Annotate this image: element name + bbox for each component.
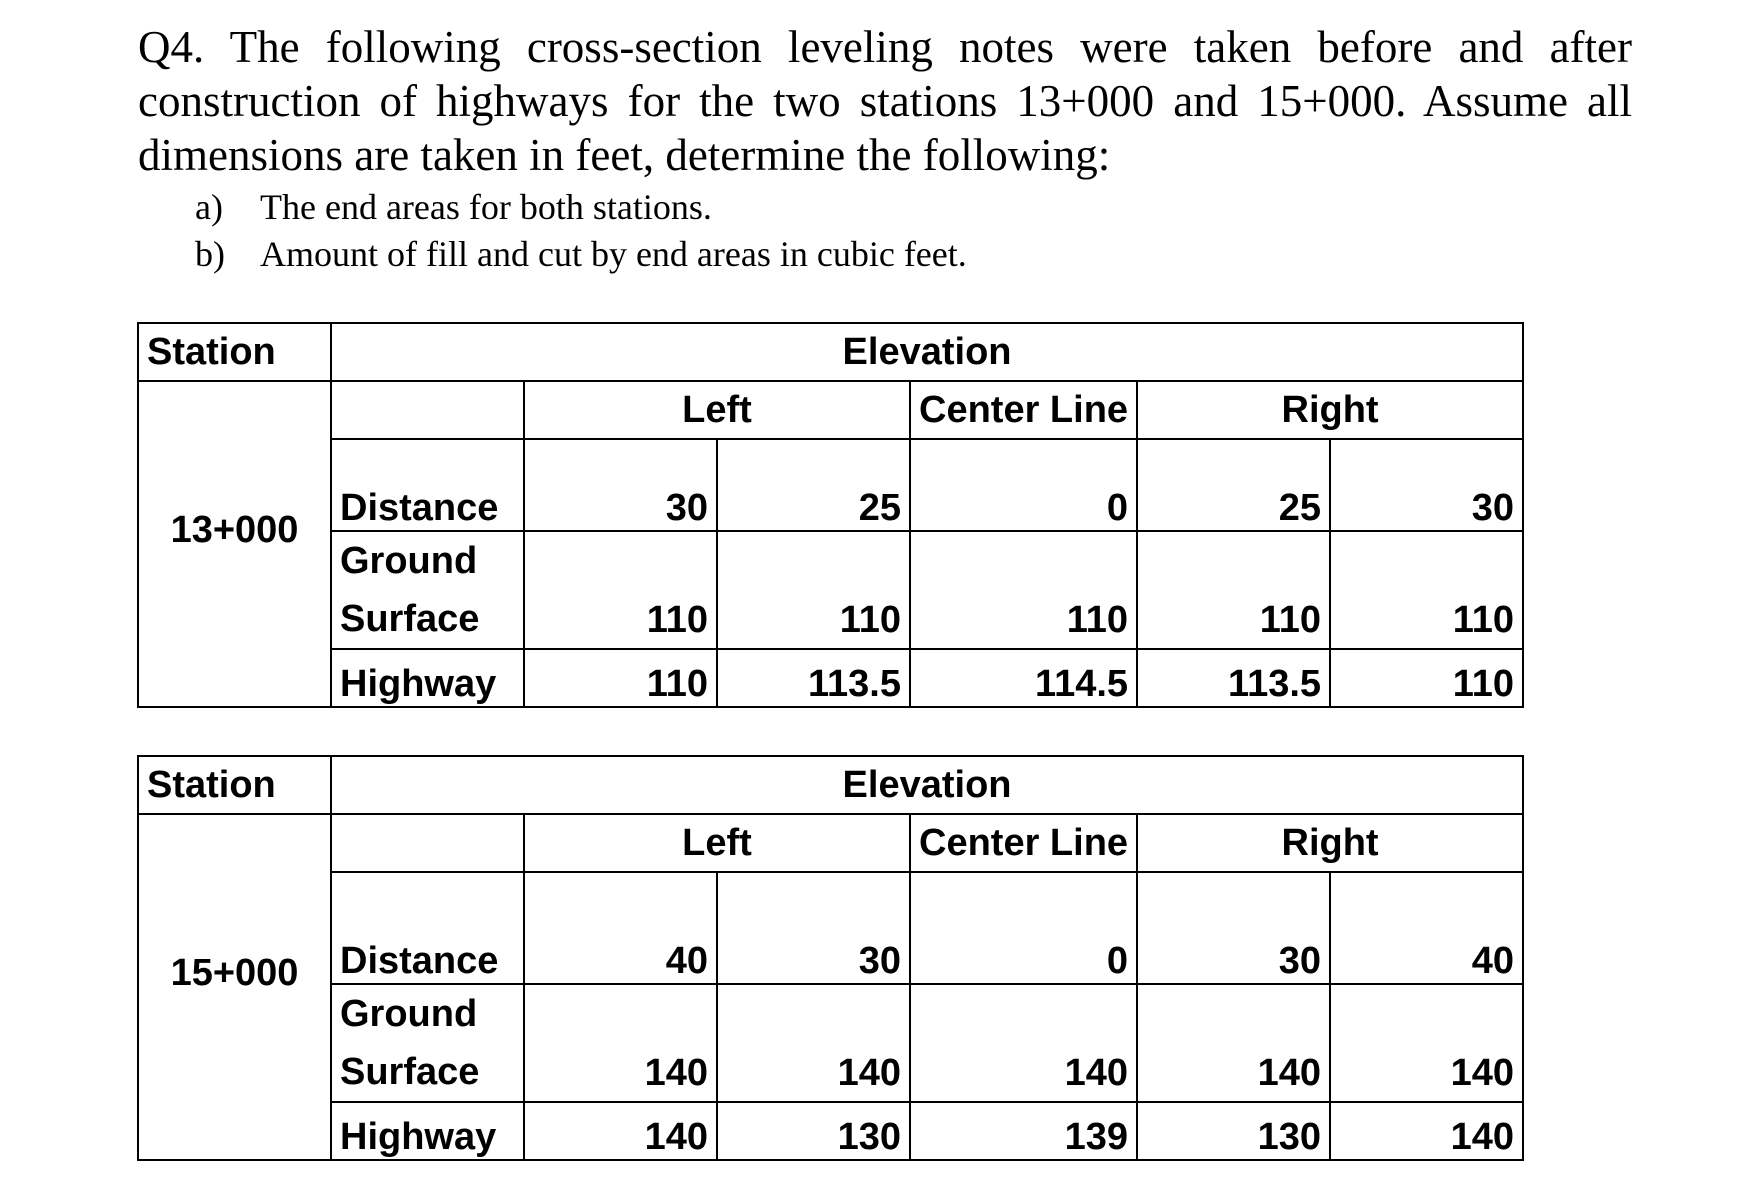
elevation-header: Elevation xyxy=(331,323,1523,381)
distance-center: 0 xyxy=(910,872,1137,984)
highway-left-far: 140 xyxy=(524,1102,717,1160)
distance-left-near: 25 xyxy=(717,439,910,531)
blank-cell xyxy=(331,381,524,439)
ground-surface-label xyxy=(331,984,524,1102)
highway-center: 139 xyxy=(910,1102,1137,1160)
distance-right-near: 30 xyxy=(1137,872,1330,984)
left-header: Left xyxy=(524,814,910,872)
ground-right-near: 110 xyxy=(1137,531,1330,649)
highway-right-far: 140 xyxy=(1330,1102,1523,1160)
distance-right-far: 30 xyxy=(1330,439,1523,531)
left-header: Left xyxy=(524,381,910,439)
right-header: Right xyxy=(1137,381,1523,439)
leveling-table-station-2 xyxy=(137,755,1524,1161)
distance-right-near: 25 xyxy=(1137,439,1330,531)
question-parts xyxy=(195,184,967,278)
part-a-marker: a) xyxy=(195,187,223,227)
highway-left-near: 113.5 xyxy=(717,649,910,707)
part-a xyxy=(195,184,967,231)
distance-label: Distance xyxy=(331,872,524,984)
elevation-header: Elevation xyxy=(331,756,1523,814)
highway-label: Highway xyxy=(331,649,524,707)
ground-right-near: 140 xyxy=(1137,984,1330,1102)
surface-label: Surface xyxy=(340,1051,480,1093)
leveling-table-station-1 xyxy=(137,322,1524,708)
ground-right-far: 140 xyxy=(1330,984,1523,1102)
part-b-text: Amount of fill and cut by end areas in cubic feet. xyxy=(260,234,967,274)
part-a-text: The end areas for both stations. xyxy=(260,187,712,227)
distance-left-far: 40 xyxy=(524,872,717,984)
station-value: 13+000 xyxy=(138,381,331,707)
part-b xyxy=(195,231,967,278)
highway-right-near: 130 xyxy=(1137,1102,1330,1160)
ground-label: Ground xyxy=(340,540,478,582)
ground-center: 110 xyxy=(910,531,1137,649)
highway-center: 114.5 xyxy=(910,649,1137,707)
center-line-header: Center Line xyxy=(910,814,1137,872)
surface-label: Surface xyxy=(340,598,480,640)
distance-left-far: 30 xyxy=(524,439,717,531)
station-value: 15+000 xyxy=(138,814,331,1160)
station-header: Station xyxy=(138,756,331,814)
distance-center: 0 xyxy=(910,439,1137,531)
ground-label: Ground xyxy=(340,993,478,1035)
distance-right-far: 40 xyxy=(1330,872,1523,984)
question-text: Q4. The following cross-section leveling notes were taken before and after construction of highways for the two stations 13+000 and 15+000. Assume all dimensions are taken in feet, determine the following: xyxy=(138,22,1632,180)
distance-left-near: 30 xyxy=(717,872,910,984)
highway-right-near: 113.5 xyxy=(1137,649,1330,707)
center-line-header: Center Line xyxy=(910,381,1137,439)
ground-left-near: 140 xyxy=(717,984,910,1102)
ground-center: 140 xyxy=(910,984,1137,1102)
ground-left-far: 140 xyxy=(524,984,717,1102)
blank-cell xyxy=(331,814,524,872)
highway-left-far: 110 xyxy=(524,649,717,707)
highway-label: Highway xyxy=(331,1102,524,1160)
right-header: Right xyxy=(1137,814,1523,872)
highway-left-near: 130 xyxy=(717,1102,910,1160)
ground-left-far: 110 xyxy=(524,531,717,649)
highway-right-far: 110 xyxy=(1330,649,1523,707)
ground-right-far: 110 xyxy=(1330,531,1523,649)
station-header: Station xyxy=(138,323,331,381)
ground-left-near: 110 xyxy=(717,531,910,649)
distance-label: Distance xyxy=(331,439,524,531)
part-b-marker: b) xyxy=(195,234,225,274)
ground-surface-label xyxy=(331,531,524,649)
